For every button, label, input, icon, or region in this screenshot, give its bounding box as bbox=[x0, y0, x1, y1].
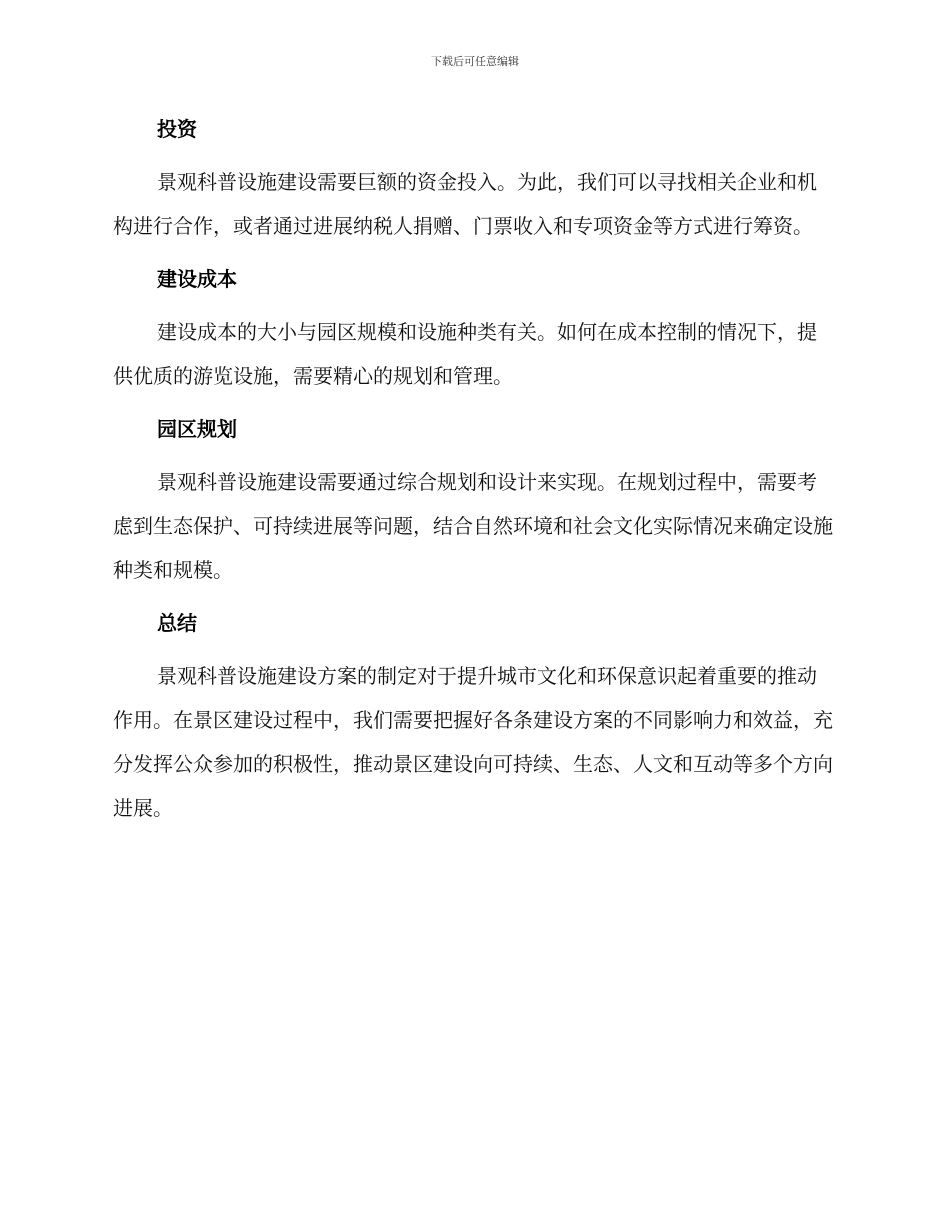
section-heading: 建设成本 bbox=[157, 267, 237, 291]
section-paragraph: 建设成本的大小与园区规模和设施种类有关。如何在成本控制的情况下，提供优质的游览设施，需要精心的规划和管理。 bbox=[113, 320, 817, 388]
page-header-note: 下载后可任意编辑 bbox=[431, 55, 519, 68]
section-paragraph: 景观科普设施建设需要巨额的资金投入。为此，我们可以寻找相关企业和机构进行合作，或者通过进展纳税人捐赠、门票收入和专项资金等方式进行筹资。 bbox=[113, 170, 817, 238]
section-summary bbox=[113, 606, 833, 830]
section-park-planning bbox=[113, 412, 833, 592]
section-paragraph: 景观科普设施建设需要通过综合规划和设计来实现。在规划过程中，需要考虑到生态保护、可持续进展等问题，结合自然环境和社会文化实际情况来确定设施种类和规模。 bbox=[113, 470, 833, 582]
section-heading: 总结 bbox=[157, 611, 197, 635]
document-body bbox=[113, 112, 833, 830]
section-heading: 投资 bbox=[157, 117, 197, 141]
section-heading: 园区规划 bbox=[157, 417, 237, 441]
section-paragraph: 景观科普设施建设方案的制定对于提升城市文化和环保意识起着重要的推动作用。在景区建设过程中，我们需要把握好各条建设方案的不同影响力和效益，充分发挥公众参加的积极性，推动景区建设向可持续、生态、人文和互动等多个方向进展。 bbox=[113, 664, 833, 820]
section-investment bbox=[113, 112, 833, 248]
section-construction-cost bbox=[113, 262, 833, 398]
